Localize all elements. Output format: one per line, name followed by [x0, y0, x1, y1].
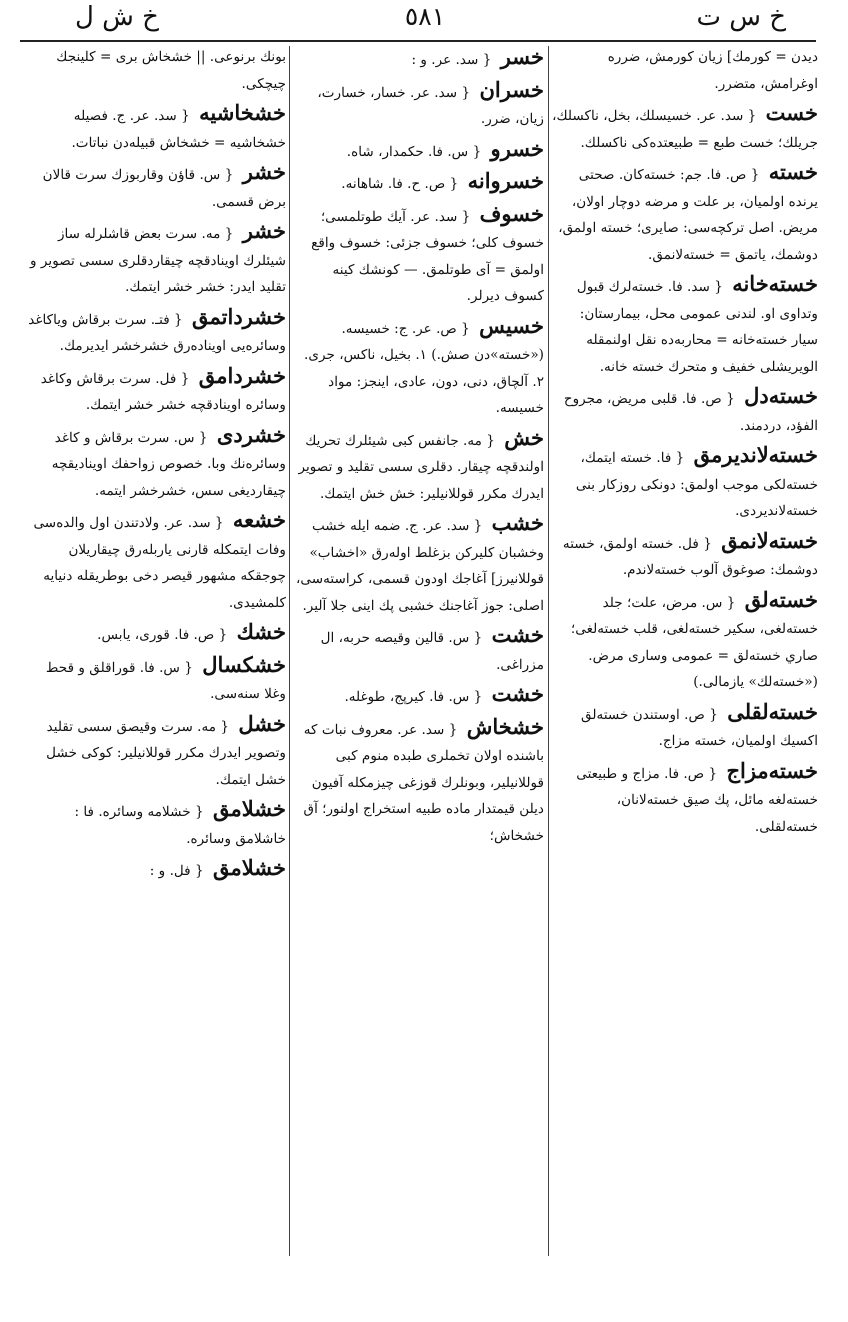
- column-divider-left: [289, 46, 290, 1256]
- left-column: [26, 44, 286, 1306]
- dictionary-entry: [26, 855, 286, 885]
- definition: { سد. فا. خستەلرك قبول وتداوى او. لندنى عمومى محل، بيمارستان: سيار خستەخانە = محاربەدە نقل اولنمقلە الويريشلى خفيف و متحرك خستە خانە.: [576, 279, 818, 375]
- dictionary-entry: [292, 201, 544, 310]
- definition: { س. فا. قوراقلق و قحط وغلا سنەسى.: [45, 659, 286, 702]
- dictionary-entry: [26, 422, 286, 505]
- definition: { ص. فا. قلبى مريض، مجروح الفؤد، دردمند.: [563, 391, 818, 434]
- dictionary-entry: [552, 383, 818, 439]
- headword: خشلامق: [212, 796, 286, 821]
- definition: { سد. عر. آيك طوتلمسى؛ خسوف كلى؛ خسوف جزئى: خسوف واقع اولمق = آى طوتلمق. — كونشك كينە كسوف ديرلر.: [311, 208, 544, 304]
- definition: { سد. عر. و :: [411, 52, 492, 68]
- page-number: ٥٨١: [404, 2, 446, 31]
- headword: خشك: [236, 619, 286, 644]
- definition: { ص. ح. فا. شاهانە.: [341, 176, 459, 192]
- definition: { س. سرت برقاش و كاغد وسائرەنك وبا. خصوص زواحفك اويناديقچە چيقارديغى سس، خشرخشر ايتمە.: [51, 429, 286, 499]
- dictionary-entry: [552, 758, 818, 841]
- column-divider-right: [548, 46, 549, 1256]
- left-column-continuation: بونك برنوعى. || خشخاش برى = كلينجك چيچكى.: [56, 49, 286, 92]
- definition: { فل. و :: [149, 863, 204, 879]
- dictionary-entry: [552, 699, 818, 755]
- headword: خشخاشيە: [199, 100, 286, 125]
- headword: خشت: [491, 622, 544, 647]
- dictionary-entry: [292, 136, 544, 166]
- definition: { ص. فا. مزاج و طبيعتى خستەلغە مائل، پك صيق خستەلانان، خستەلقلى.: [576, 765, 818, 835]
- headword: خشرداتمق: [192, 303, 286, 329]
- dictionary-entry: [292, 77, 544, 133]
- headword: خشر: [242, 159, 286, 184]
- headword: خشردى: [216, 421, 286, 447]
- dictionary-entry: [552, 587, 818, 696]
- dictionary-entry: [26, 619, 286, 649]
- definition: { ص. فا. جم: خستەكان. صحتى يرندە اولميان، بر علت و مرضە دوچار اولان، مريض. اصل تركچەسى: صايرى؛ خستە اولمق، دوشمك، ياتمق = خستەلانمق.: [558, 167, 818, 263]
- headword: خستەخانە: [732, 271, 818, 296]
- dictionary-entry: [26, 304, 286, 360]
- definition: { س. قاؤن وقاربوزك سرت قالان برض قسمى.: [42, 167, 286, 210]
- right-column-continuation: ديدن = كورمك] زيان كورمش، ضررە اوغرامش، متضرر.: [607, 49, 818, 92]
- headword: خسوف: [479, 200, 544, 226]
- headword: خشردامق: [198, 362, 286, 388]
- definition: { فا. خستە ايتمك، خستەلكى موجب اولمق: دونكى روزكار بنى خستەلانديردى.: [575, 450, 818, 519]
- middle-column: [292, 44, 544, 1306]
- definition: { سد. عر. ج. ضمە ايلە خشب وخشبان كليركن بزغلط اولەرق «اخشاب» قوللانيرز] آغاجك اودون قسمى، كراستەسى، اصلى: جوز آغاجنك خشبى پك اينى جلا آلير.: [296, 518, 544, 614]
- dictionary-entry: [292, 714, 544, 850]
- headword: خستەلق: [744, 586, 818, 612]
- dictionary-entry: [552, 528, 818, 584]
- definition: { مە. سرت بعض قاشلرلە ساز شيئلرك اوينادقچە چيقاردقلرى سسى تصوير و تقليد ايدر: خشر خشر ايتمك.: [30, 226, 286, 295]
- dictionary-entry: [26, 711, 286, 794]
- definition: { س. قالين وقيصە حربە، ال مزراغى.: [320, 630, 544, 673]
- definition: { س. فا. حكمدار، شاه.: [346, 143, 482, 160]
- definition: { مە. جانفس كبى شيئلرك تحريك اولندقچە چيقار. دقلرى سسى تقليد و تصوير ايدرك مكرر قوللانيلير: خش خش ايتمك.: [298, 432, 544, 502]
- definition: { سد. عر. معروف نبات كە باشندە اولان تخملرى طبدە منوم كبى قوللانيلير، وبونلرك قوزغى چيزمكلە آفيون ديلن قيمتدار مادە طبيە استخراج اولنور؛ آق خشخاش؛: [303, 721, 544, 844]
- headword: خشر: [242, 218, 286, 243]
- definition: { ص. عر. ج: خسيسە. («خستە»دن صش.) ١. بخيل، ناكس، جرى. ٢. آلچاق، دنى، دون، عادى، اينجز: مواد خسيسە.: [304, 320, 544, 416]
- definition: { سد. عر. ولادتندن اول والدەسى وفات ايتمكلە قارنى ياربلەرق چيقاريلان چوجقكە مشهور قيصر دخى بوطريقلە دنيايە كلمشيدى.: [33, 515, 286, 611]
- headword: خسران: [479, 76, 544, 102]
- definition: { ص. اوستندن خستەلق اكسيك اولميان، خستە مزاج.: [581, 706, 818, 749]
- headword: خشت: [491, 681, 544, 706]
- definition: { ص. فا. قورى، يابس.: [97, 627, 228, 643]
- definition: { فتـ. سرت برقاش وياكاغد وسائرەيى اوينادەرق خشرخشر ايديرمك.: [28, 311, 286, 354]
- definition: { فل. سرت برقاش وكاغد وسائرە اوينادقچە خشر خشر ايتمك.: [40, 370, 286, 413]
- dictionary-entry: [26, 159, 286, 215]
- headword: خسرو: [490, 135, 544, 161]
- headword: خشكسال: [202, 651, 286, 677]
- dictionary-entry: [292, 510, 544, 619]
- definition: { س. فا. كيرپج، طوغلە.: [344, 689, 483, 705]
- headword: خستەلقلى: [727, 698, 818, 724]
- dictionary-entry: [26, 507, 286, 616]
- dictionary-entry: [552, 442, 818, 525]
- dictionary-entry: [292, 168, 544, 198]
- dictionary-entry: [26, 100, 286, 156]
- headword: خسر: [500, 44, 544, 69]
- headword: خستەلانمق: [721, 527, 818, 553]
- definition: { سد. عر. خسار، خسارت، زيان، ضرر.: [317, 84, 544, 127]
- dictionary-entry: [292, 313, 544, 422]
- page-header: [0, 0, 848, 40]
- headword: خستەدل: [744, 383, 818, 408]
- headword: خسيس: [479, 312, 544, 338]
- definition: { خشلامە وسائرە. فا : خاشلامق وسائرە.: [74, 804, 286, 847]
- headword: خشخاش: [466, 713, 544, 739]
- headword: خسروانە: [467, 168, 544, 193]
- headword: خستەمزاج: [726, 757, 818, 783]
- definition: { مە. سرت وقيصق سسى تقليد وتصوير ايدرك مكرر قوللانيلير: كوكى خشل خشل ايتمك.: [46, 718, 286, 788]
- dictionary-entry: [292, 622, 544, 678]
- headword: خشب: [491, 510, 544, 535]
- headword: خشل: [238, 710, 286, 736]
- definition: { سد. عر. ج. فصيلە خشخاشيە = خشخاش قبيلەدن نباتات.: [71, 108, 286, 151]
- dictionary-entry: [552, 100, 818, 156]
- headword: خشلامق: [212, 855, 286, 880]
- dictionary-entry: [26, 218, 286, 301]
- dictionary-entry: [26, 363, 286, 419]
- dictionary-entry: [552, 159, 818, 268]
- headword: خستە: [768, 159, 818, 184]
- dictionary-entry: [26, 796, 286, 852]
- dictionary-entry: [292, 681, 544, 711]
- dictionary-entry: [552, 271, 818, 380]
- header-right-letters: خ س ت: [696, 2, 786, 32]
- dictionary-entry: [292, 425, 544, 508]
- definition: { س. مرض، علت؛ جلد خستەلغى، سكير خستەلغى، قلب خستەلغى؛ صاري خستەلق = عمومى وسارى مرض. («خستەلك» يازمالى.): [570, 594, 818, 690]
- headword: خست: [765, 100, 818, 125]
- right-column: [552, 44, 818, 1306]
- headword: خشعە: [232, 507, 286, 532]
- headword: خستەلانديرمق: [693, 442, 818, 467]
- headword: خش: [504, 424, 544, 450]
- dictionary-entry: [26, 652, 286, 708]
- header-left-letters: خ ش ل: [75, 2, 159, 32]
- definition: { سد. عر. خسيسلك، بخل، ناكسلك، جريلك؛ خست طبع = طبيعتدەكى ناكسلك.: [552, 108, 818, 151]
- dictionary-entry: [292, 44, 544, 74]
- header-rule: [20, 40, 816, 42]
- definition: { فل. خستە اولمق، خستە دوشمك: صوغوق آلوب خستەلاندم.: [562, 535, 818, 578]
